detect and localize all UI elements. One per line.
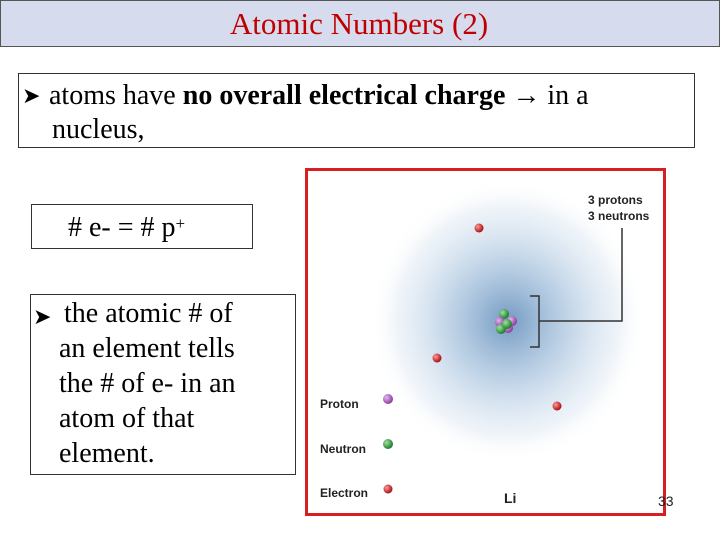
electron [553,402,562,411]
bullet2-line-1: the atomic # of [64,298,233,329]
legend-electron-icon [384,485,393,494]
bullet2-line-4: atom of that [59,403,195,434]
bullet2-line-2: an element tells [59,333,235,364]
atom-svg [308,171,663,513]
slide-number: 33 [658,493,674,509]
element-symbol: Li [504,490,517,506]
bullet-text-charge [49,78,689,113]
callout-neutrons: 3 neutrons [588,209,650,223]
arrow-bullet-icon: ➤ [22,84,41,109]
slide-title: Atomic Numbers (2) [229,6,489,41]
equation-text [68,211,185,245]
legend-neutron-icon [383,439,393,449]
bullet-text-bold: no overall electrical charge [182,80,506,111]
bullet2-line-3: the # of e- in an [59,368,236,399]
electron [433,354,442,363]
callout-protons: 3 protons [588,193,643,207]
bullet-box-charge [18,73,695,148]
neutron [502,319,512,329]
bullet-text-continuation: nucleus, [52,114,145,145]
legend-electron-label: Electron [320,486,369,500]
legend-proton-icon [383,394,393,404]
bullet2-line-5: element. [59,438,155,469]
electron [475,224,484,233]
lithium-atom-diagram [305,168,666,516]
equation-superscript: + [175,214,186,233]
bullet-text-part1: atoms have [49,80,183,111]
arrow-bullet-icon: ➤ [33,305,52,330]
bullet-text-part2: → in a [505,80,589,111]
legend-neutron-label: Neutron [320,442,366,456]
equation-box [31,204,253,249]
equation-left: # e- = # p [68,212,176,243]
bullet-box-atomic-number [30,294,296,475]
legend-proton-label: Proton [320,397,359,411]
